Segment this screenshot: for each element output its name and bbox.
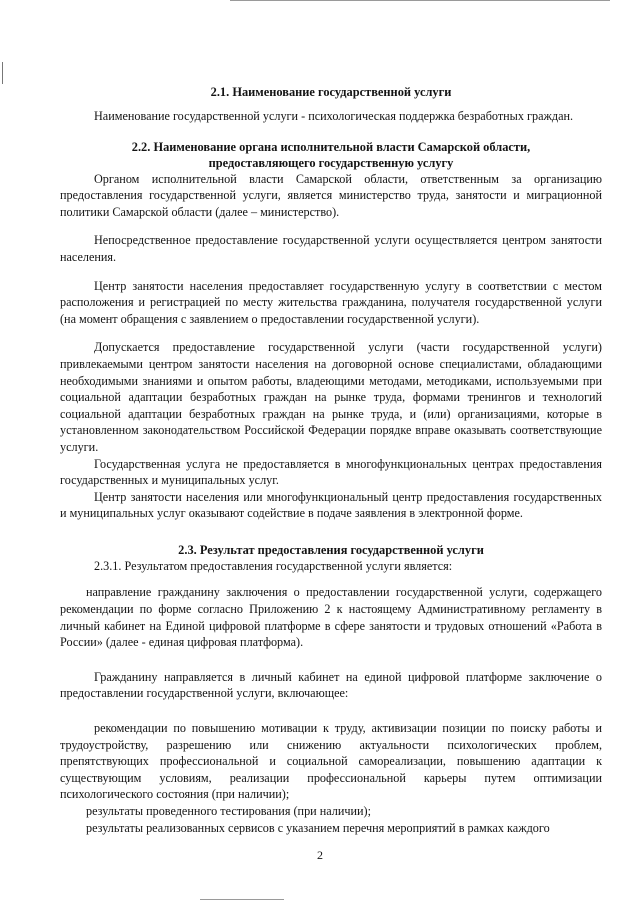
scan-edge-top [230, 0, 610, 1]
paragraph: направление гражданину заключения о предоставлении государственной услуги, содержащего рекомендации по форме согласно Приложению 2 к настоящему Административному регламенту в личный кабинет на Единой цифровой платформе в сфере занятости и трудовых отношений «Работа в России» (далее - единая цифровая платформа). [60, 585, 602, 650]
paragraph: Центр занятости населения или многофункциональный центр предоставления государственных и муниципальных услуг оказывают содействие в подаче заявления в электронной форме. [60, 489, 602, 521]
document-body [60, 84, 602, 836]
paragraph: Государственная услуга не предоставляется в многофункциональных центрах предоставления государственных и муниципальных услуг. [60, 456, 602, 488]
paragraph: результаты реализованных сервисов с указанием перечня мероприятий в рамках каждого [86, 820, 550, 835]
scan-edge-left [2, 62, 3, 84]
paragraph: Непосредственное предоставление государственной услуги осуществляется центром занятости населения. [60, 233, 602, 264]
section-2-2-heading-line2: предоставляющего государственную услугу [208, 155, 454, 170]
section-2-3-heading: 2.3. Результат предоставления государственной услуги [178, 542, 484, 557]
scan-edge-bottom [200, 899, 284, 900]
paragraph: Допускается предоставление государственной услуги (части государственной услуги) привлекаемыми центром занятости населения на договорной основе специалистами, обладающими необходимыми знаниями и опытом работы, владеющими методами, методиками, используемыми при социальной адаптации безработных граждан на рынке труда, формами тренингов и технологий социальной адаптации безработных граждан на рынке труда, и (или) организациями, которые в установленном законодательством Российской Федерации порядке вправе оказывать соответствующие услуги. [60, 340, 602, 454]
page-number: 2 [317, 848, 323, 862]
paragraph: Гражданину направляется в личный кабинет на единой цифровой платформе заключение о предоставлении государственной услуги, включающее: [60, 669, 602, 701]
section-2-2-heading-line1: 2.2. Наименование органа исполнительной власти Самарской области, [131, 139, 531, 154]
section-2-1-heading: 2.1. Наименование государственной услуги [210, 85, 452, 99]
paragraph: результаты проведенного тестирования (при наличии); [86, 804, 371, 818]
paragraph: Центр занятости населения предоставляет государственную услугу в соответствии с местом расположения и регистрацией по месту жительства гражданина, получателя государственной услуги (на момент обращения с заявлением о предоставлении государственной услуги). [60, 278, 602, 326]
paragraph: рекомендации по повышению мотивации к труду, активизации позиции по поиску работы и трудоустройству, разрешению или снижению актуальности психологических проблем, препятствующих профессиональной и социальной самореализации, повышению адаптации к существующим условиям, реализации профессиональной карьеры путем оптимизации психологического состояния (при наличии); [60, 721, 602, 802]
section-2-1-text: Наименование государственной услуги - психологическая поддержка безработных граждан. [94, 109, 574, 123]
paragraph: Органом исполнительной власти Самарской области, ответственным за организацию предоставления государственной услуги, является министерство труда, занятости и миграционной политики Самарской области (далее – министерство). [60, 171, 602, 219]
paragraph: 2.3.1. Результатом предоставления государственной услуги является: [94, 558, 453, 573]
